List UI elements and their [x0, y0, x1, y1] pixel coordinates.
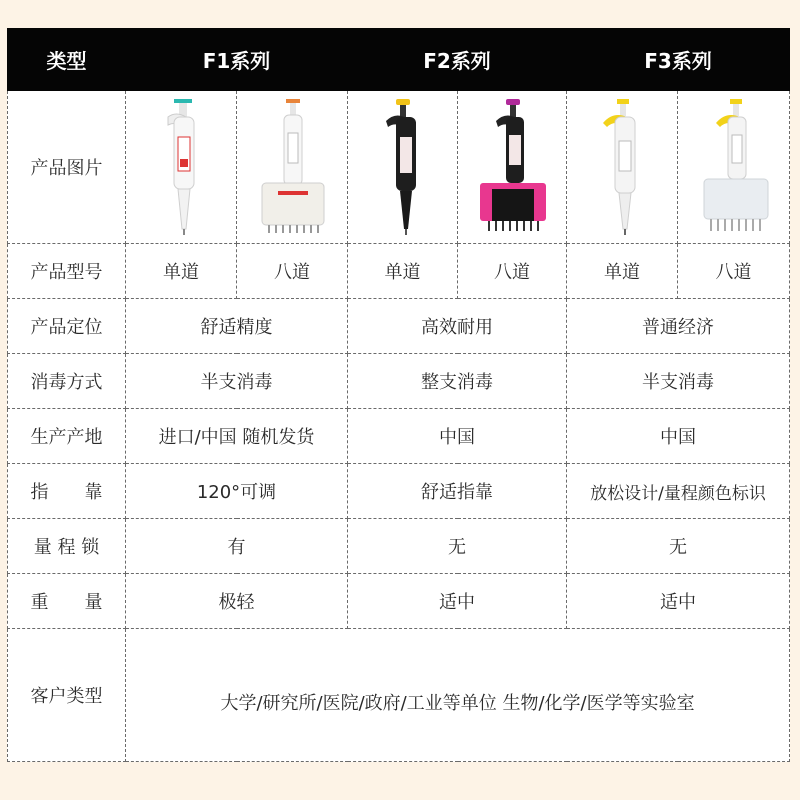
- cell-disinfection-f2: 整支消毒: [348, 354, 567, 409]
- cell-positioning-f2: 高效耐用: [348, 299, 567, 354]
- row-label-disinfection: 消毒方式: [8, 354, 126, 409]
- cell-model-f3-multi: 八道: [678, 244, 790, 299]
- row-label-positioning: 产品定位: [8, 299, 126, 354]
- customer-row: [8, 629, 790, 762]
- cell-weight-f1: 极轻: [126, 574, 348, 629]
- cell-origin-f1: 进口/中国 随机发货: [126, 409, 348, 464]
- header-type: 类型: [8, 29, 126, 91]
- cell-range-lock-f1: 有: [126, 519, 348, 574]
- cell-origin-f3: 中国: [567, 409, 790, 464]
- row-label-model: 产品型号: [8, 244, 126, 299]
- f2-multi-image: [458, 91, 567, 244]
- cell-model-f2-multi: 八道: [458, 244, 567, 299]
- positioning-row: [8, 299, 790, 354]
- cell-disinfection-f3: 半支消毒: [567, 354, 790, 409]
- header-f1: F1系列: [126, 29, 348, 91]
- range-lock-row: [8, 519, 790, 574]
- cell-finger-rest-f3: 放松设计/量程颜色标识: [567, 464, 790, 519]
- row-label-image: 产品图片: [8, 91, 126, 244]
- cell-model-f2-single: 单道: [348, 244, 458, 299]
- cell-customer: 大学/研究所/医院/政府/工业等单位 生物/化学/医学等实验室: [126, 629, 790, 762]
- model-row: [8, 244, 790, 299]
- row-label-weight: 重 量: [8, 574, 126, 629]
- header-row: [8, 29, 790, 91]
- finger-rest-row: [8, 464, 790, 519]
- cell-origin-f2: 中国: [348, 409, 567, 464]
- header-f3: F3系列: [567, 29, 790, 91]
- weight-row: [8, 574, 790, 629]
- cell-finger-rest-f2: 舒适指靠: [348, 464, 567, 519]
- row-label-origin: 生产产地: [8, 409, 126, 464]
- f3-single-image: [567, 91, 678, 244]
- cell-positioning-f3: 普通经济: [567, 299, 790, 354]
- f3-multi-image: [678, 91, 790, 244]
- f1-single-image: [126, 91, 237, 244]
- cell-model-f1-multi: 八道: [237, 244, 348, 299]
- cell-positioning-f1: 舒适精度: [126, 299, 348, 354]
- row-label-customer: 客户类型: [8, 629, 126, 762]
- cell-weight-f2: 适中: [348, 574, 567, 629]
- image-row: [8, 91, 790, 244]
- cell-finger-rest-f1: 120°可调: [126, 464, 348, 519]
- f2-single-image: [348, 91, 458, 244]
- cell-model-f1-single: 单道: [126, 244, 237, 299]
- cell-model-f3-single: 单道: [567, 244, 678, 299]
- comparison-table: [7, 28, 790, 762]
- disinfection-row: [8, 354, 790, 409]
- cell-weight-f3: 适中: [567, 574, 790, 629]
- row-label-range-lock: 量 程 锁: [8, 519, 126, 574]
- cell-range-lock-f3: 无: [567, 519, 790, 574]
- header-f2: F2系列: [348, 29, 567, 91]
- row-label-finger-rest: 指 靠: [8, 464, 126, 519]
- origin-row: [8, 409, 790, 464]
- f1-multi-image: [237, 91, 348, 244]
- cell-disinfection-f1: 半支消毒: [126, 354, 348, 409]
- cell-range-lock-f2: 无: [348, 519, 567, 574]
